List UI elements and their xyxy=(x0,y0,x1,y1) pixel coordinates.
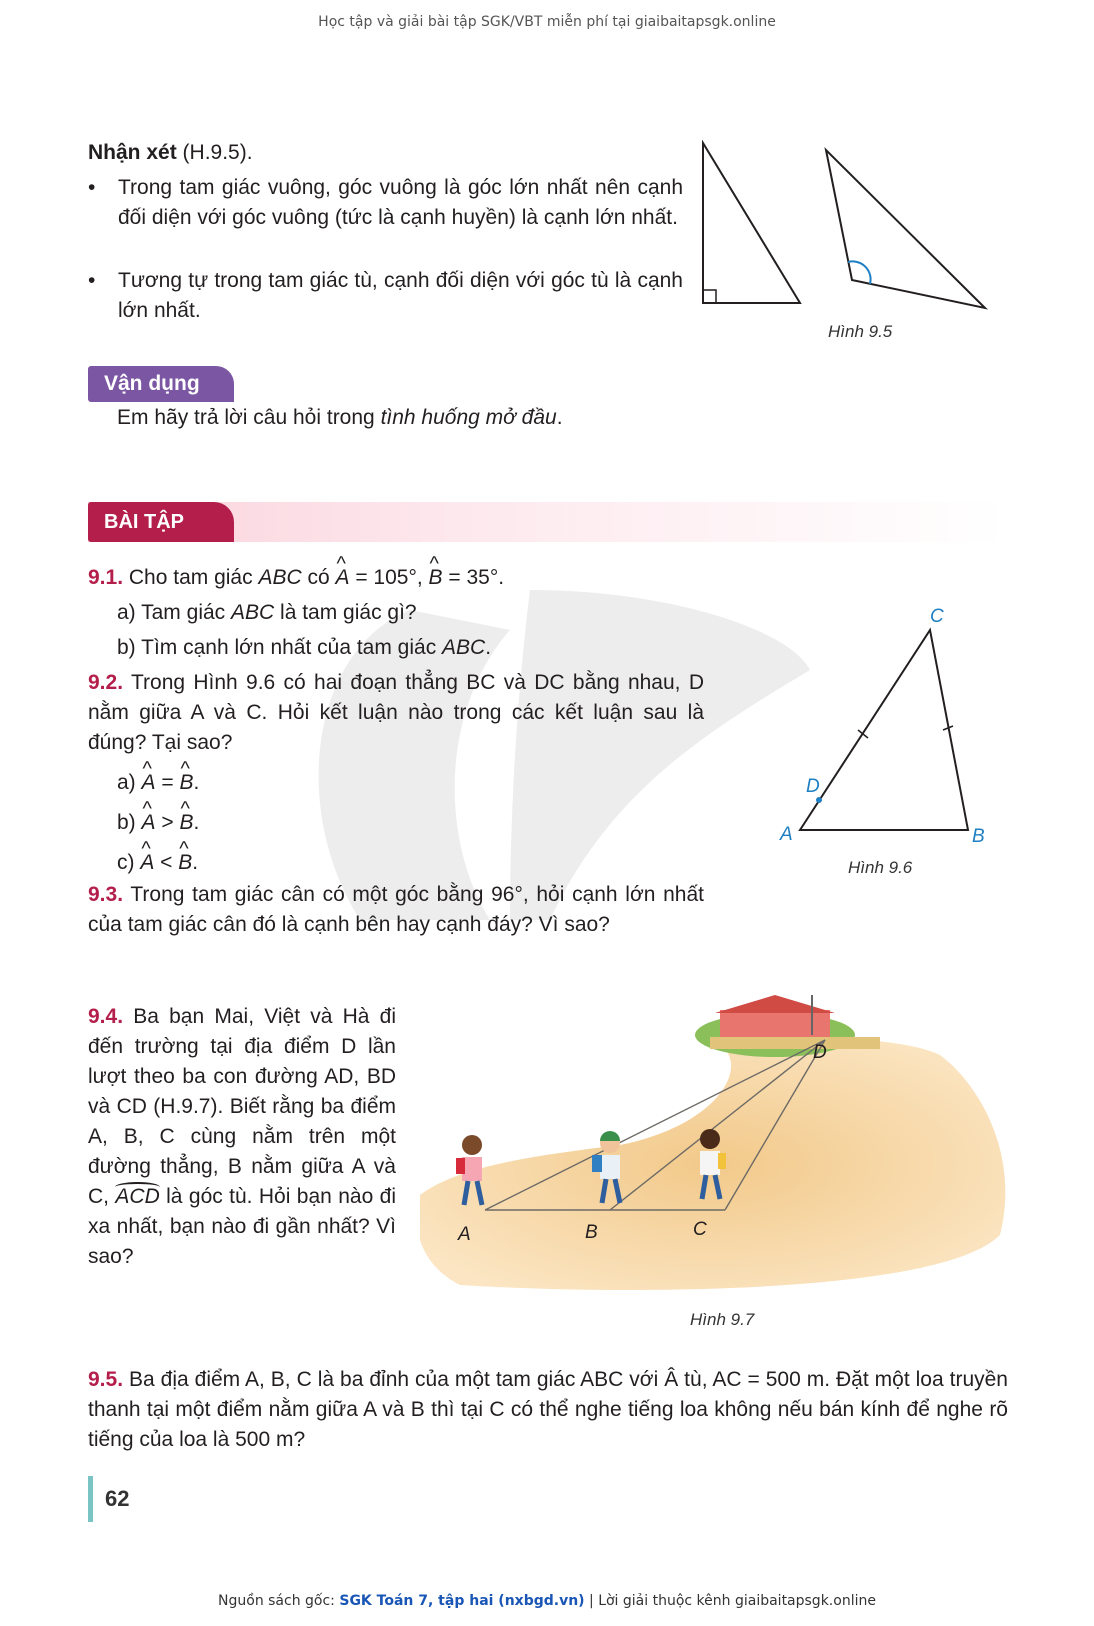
point-d xyxy=(816,797,822,803)
fig97-label-c: C xyxy=(693,1219,707,1240)
remark-title xyxy=(88,138,253,168)
page-number: 62 xyxy=(88,1476,129,1522)
remark-bullet-2: • Tương tự trong tam giác tù, cạnh đối diện với góc tù là cạnh lớn nhất. xyxy=(88,269,683,322)
figure-9-5 xyxy=(700,140,1000,320)
figure-9-7-caption: Hình 9.7 xyxy=(690,1310,755,1329)
exercise-9-1: 9.1. Cho tam giác ABC có ^ A = 105°, ^ B = 35°. xyxy=(88,563,504,593)
exercise-9-2-option-a: a) ^ A = ^ B. xyxy=(117,768,199,798)
obtuse-triangle xyxy=(826,150,985,308)
fig97-label-d: D xyxy=(813,1042,827,1063)
exercise-9-3: 9.3. Trong tam giác cân có một góc bằng 96°, hỏi cạnh lớn nhất của tam giác cân đó là cạnh bên hay cạnh đáy? Vì sao? xyxy=(88,883,704,936)
exercise-9-4: 9.4. Ba bạn Mai, Việt và Hà đi đến trường tại địa điểm D lần lượt theo ba con đường AD, BD và CD (H.9.7). Biết rằng ba điểm A, B, C cùng nằm trên một đường thẳng, B nằm giữa A và C, ACD là góc tù. Hỏi bạn nào đi xa nhất, bạn nào đi gần nhất? Vì sao? xyxy=(88,1005,396,1268)
fig96-label-a: A xyxy=(780,824,793,845)
figure-9-5-caption: Hình 9.5 xyxy=(828,322,893,341)
bottom-banner: Nguồn sách gốc: SGK Toán 7, tập hai (nxbgd.vn) | Lời giải thuộc kênh giaibaitapsgk.online xyxy=(218,1593,876,1609)
exercise-9-2-option-b: b) ^ A > ^ B. xyxy=(117,808,199,838)
remark-title-bold: Nhận xét xyxy=(88,141,177,164)
remark-bullet-1: • Trong tam giác vuông, góc vuông là góc lớn nhất nên cạnh đối diện với góc vuông (tức là cạnh huyền) là cạnh lớn nhất. xyxy=(88,176,683,229)
remark-title-ref: (H.9.5). xyxy=(182,141,253,164)
exercise-9-1-b: b) Tìm cạnh lớn nhất của tam giác ABC. xyxy=(117,636,492,659)
angle-acd: ACD xyxy=(115,1182,159,1212)
exercise-9-5: 9.5. Ba địa điểm A, B, C là ba đỉnh của một tam giác ABC với Â tù, AC = 500 m. Đặt một loa truyền thanh tại một điểm nằm giữa A và B thì tại C có thể nghe tiếng loa không nếu bán kính để nghe rõ tiếng của loa là 500 m? xyxy=(88,1368,1008,1451)
fig97-label-b: B xyxy=(585,1222,598,1243)
exercise-9-2: 9.2. Trong Hình 9.6 có hai đoạn thẳng BC và DC bằng nhau, D nằm giữa A và C. Hỏi kết luận nào trong các kết luận sau là đúng? Tại sao? xyxy=(88,671,704,754)
exercise-9-1-a: a) Tam giác ABC là tam giác gì? xyxy=(117,601,417,624)
school-icon xyxy=(695,995,880,1057)
fig96-label-c: C xyxy=(930,606,944,627)
top-banner: Học tập và giải bài tập SGK/VBT miễn phí tại giaibaitapsgk.online xyxy=(318,14,776,30)
van-dung-text: Em hãy trả lời câu hỏi trong tình huống mở đầu. xyxy=(117,406,563,429)
fig96-label-b: B xyxy=(972,826,985,847)
right-triangle xyxy=(703,143,800,303)
source-link[interactable]: SGK Toán 7, tập hai (nxbgd.vn) xyxy=(339,1593,585,1609)
bai-tap-tag: BÀI TẬP xyxy=(88,502,234,542)
figure-9-6-caption: Hình 9.6 xyxy=(848,858,913,877)
van-dung-tag: Vận dụng xyxy=(88,366,234,402)
exercise-9-2-option-c: c) ^ A < ^ B. xyxy=(117,848,198,878)
fig96-label-d: D xyxy=(806,776,820,797)
fig97-label-a: A xyxy=(458,1224,471,1245)
figure-9-7 xyxy=(420,995,1020,1295)
figure-9-6 xyxy=(770,600,1000,850)
